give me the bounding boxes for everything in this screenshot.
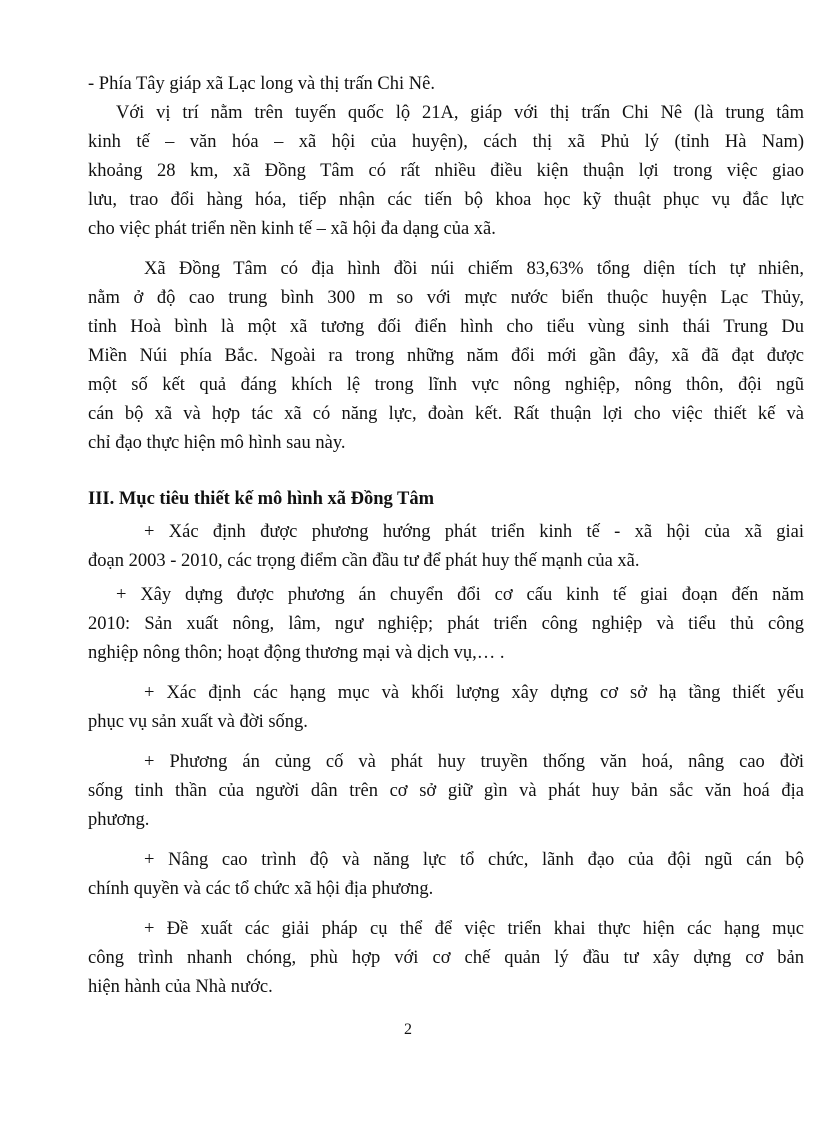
- objective-line: + Xác định các hạng mục và khối lượng xây dựng cơ sở hạ tầng thiết yếu: [144, 683, 804, 703]
- paragraph-line: nằm ở độ cao trung bình 300 m so với mực nước biển thuộc huyện Lạc Thủy,: [88, 288, 804, 308]
- objective-item: [88, 518, 804, 576]
- document-page: [88, 70, 804, 1002]
- paragraph-terrain: [88, 255, 804, 458]
- objective-line: + Đề xuất các giải pháp cụ thể để việc triển khai thực hiện các hạng mục: [144, 919, 804, 939]
- west-border-line: - Phía Tây giáp xã Lạc long và thị trấn Chi Nê.: [88, 74, 435, 94]
- objective-line: phục vụ sản xuất và đời sống.: [88, 712, 308, 732]
- objective-line: + Nâng cao trình độ và năng lực tổ chức, lãnh đạo của đội ngũ cán bộ: [144, 850, 804, 870]
- objective-line: sống tinh thần của người dân trên cơ sở giữ gìn và phát huy bản sắc văn hoá địa: [88, 781, 804, 801]
- objective-item: [88, 915, 804, 1002]
- objective-item: [88, 748, 804, 835]
- paragraph-line: Xã Đồng Tâm có địa hình đồi núi chiếm 83,63% tổng diện tích tự nhiên,: [144, 259, 804, 279]
- objective-item: [88, 679, 804, 737]
- objective-item: [88, 846, 804, 904]
- paragraph-line: Miền Núi phía Bắc. Ngoài ra trong những năm đổi mới gần đây, xã đã đạt được: [88, 346, 804, 366]
- objective-line: đoạn 2003 - 2010, các trọng điểm cần đầu tư để phát huy thế mạnh của xã.: [88, 551, 640, 571]
- section-heading: III. Mục tiêu thiết kế mô hình xã Đồng Tâm: [88, 489, 435, 509]
- paragraph-line: một số kết quả đáng khích lệ trong lĩnh vực nông nghiệp, nông thôn, đội ngũ: [88, 375, 804, 395]
- objective-line: nghiệp nông thôn; hoạt động thương mại và dịch vụ,… .: [88, 643, 505, 663]
- paragraph-line: cho việc phát triển nền kinh tế – xã hội đa dạng của xã.: [88, 219, 496, 239]
- objective-line: hiện hành của Nhà nước.: [88, 977, 273, 997]
- paragraph-line: lưu, trao đổi hàng hóa, tiếp nhận các tiến bộ khoa học kỹ thuật phục vụ đắc lực: [88, 190, 804, 210]
- paragraph-line: kinh tế – văn hóa – xã hội của huyện), cách thị xã Phủ lý (tỉnh Hà Nam): [88, 132, 804, 152]
- objective-item: [88, 581, 804, 668]
- paragraph-line: cán bộ xã và hợp tác xã có năng lực, đoàn kết. Rất thuận lợi cho việc thiết kế và: [88, 404, 804, 424]
- objective-line: + Xây dựng được phương án chuyển đổi cơ cấu kinh tế giai đoạn đến năm: [116, 585, 804, 605]
- objective-line: 2010: Sản xuất nông, lâm, ngư nghiệp; phát triển công nghiệp và tiểu thủ công: [88, 614, 804, 634]
- paragraph-line: chỉ đạo thực hiện mô hình sau này.: [88, 433, 346, 453]
- paragraph-location: [88, 99, 804, 244]
- objective-list: [88, 518, 804, 1002]
- objective-line: công trình nhanh chóng, phù hợp với cơ chế quản lý đầu tư xây dựng cơ bản: [88, 948, 804, 968]
- paragraph-line: khoảng 28 km, xã Đồng Tâm có rất nhiều điều kiện thuận lợi trong việc giao: [88, 161, 804, 181]
- objective-line: + Xác định được phương hướng phát triển kinh tế - xã hội của xã giai: [144, 522, 804, 542]
- objective-line: chính quyền và các tổ chức xã hội địa phương.: [88, 879, 434, 899]
- paragraph-line: tỉnh Hoà bình là một xã tương đối điển hình cho tiểu vùng sinh thái Trung Du: [88, 317, 804, 337]
- paragraph-line: Với vị trí nằm trên tuyến quốc lộ 21A, giáp với thị trấn Chi Nê (là trung tâm: [116, 103, 804, 123]
- page-number: 2: [404, 1021, 412, 1038]
- objective-line: + Phương án củng cố và phát huy truyền thống văn hoá, nâng cao đời: [144, 752, 804, 772]
- objective-line: phương.: [88, 810, 150, 830]
